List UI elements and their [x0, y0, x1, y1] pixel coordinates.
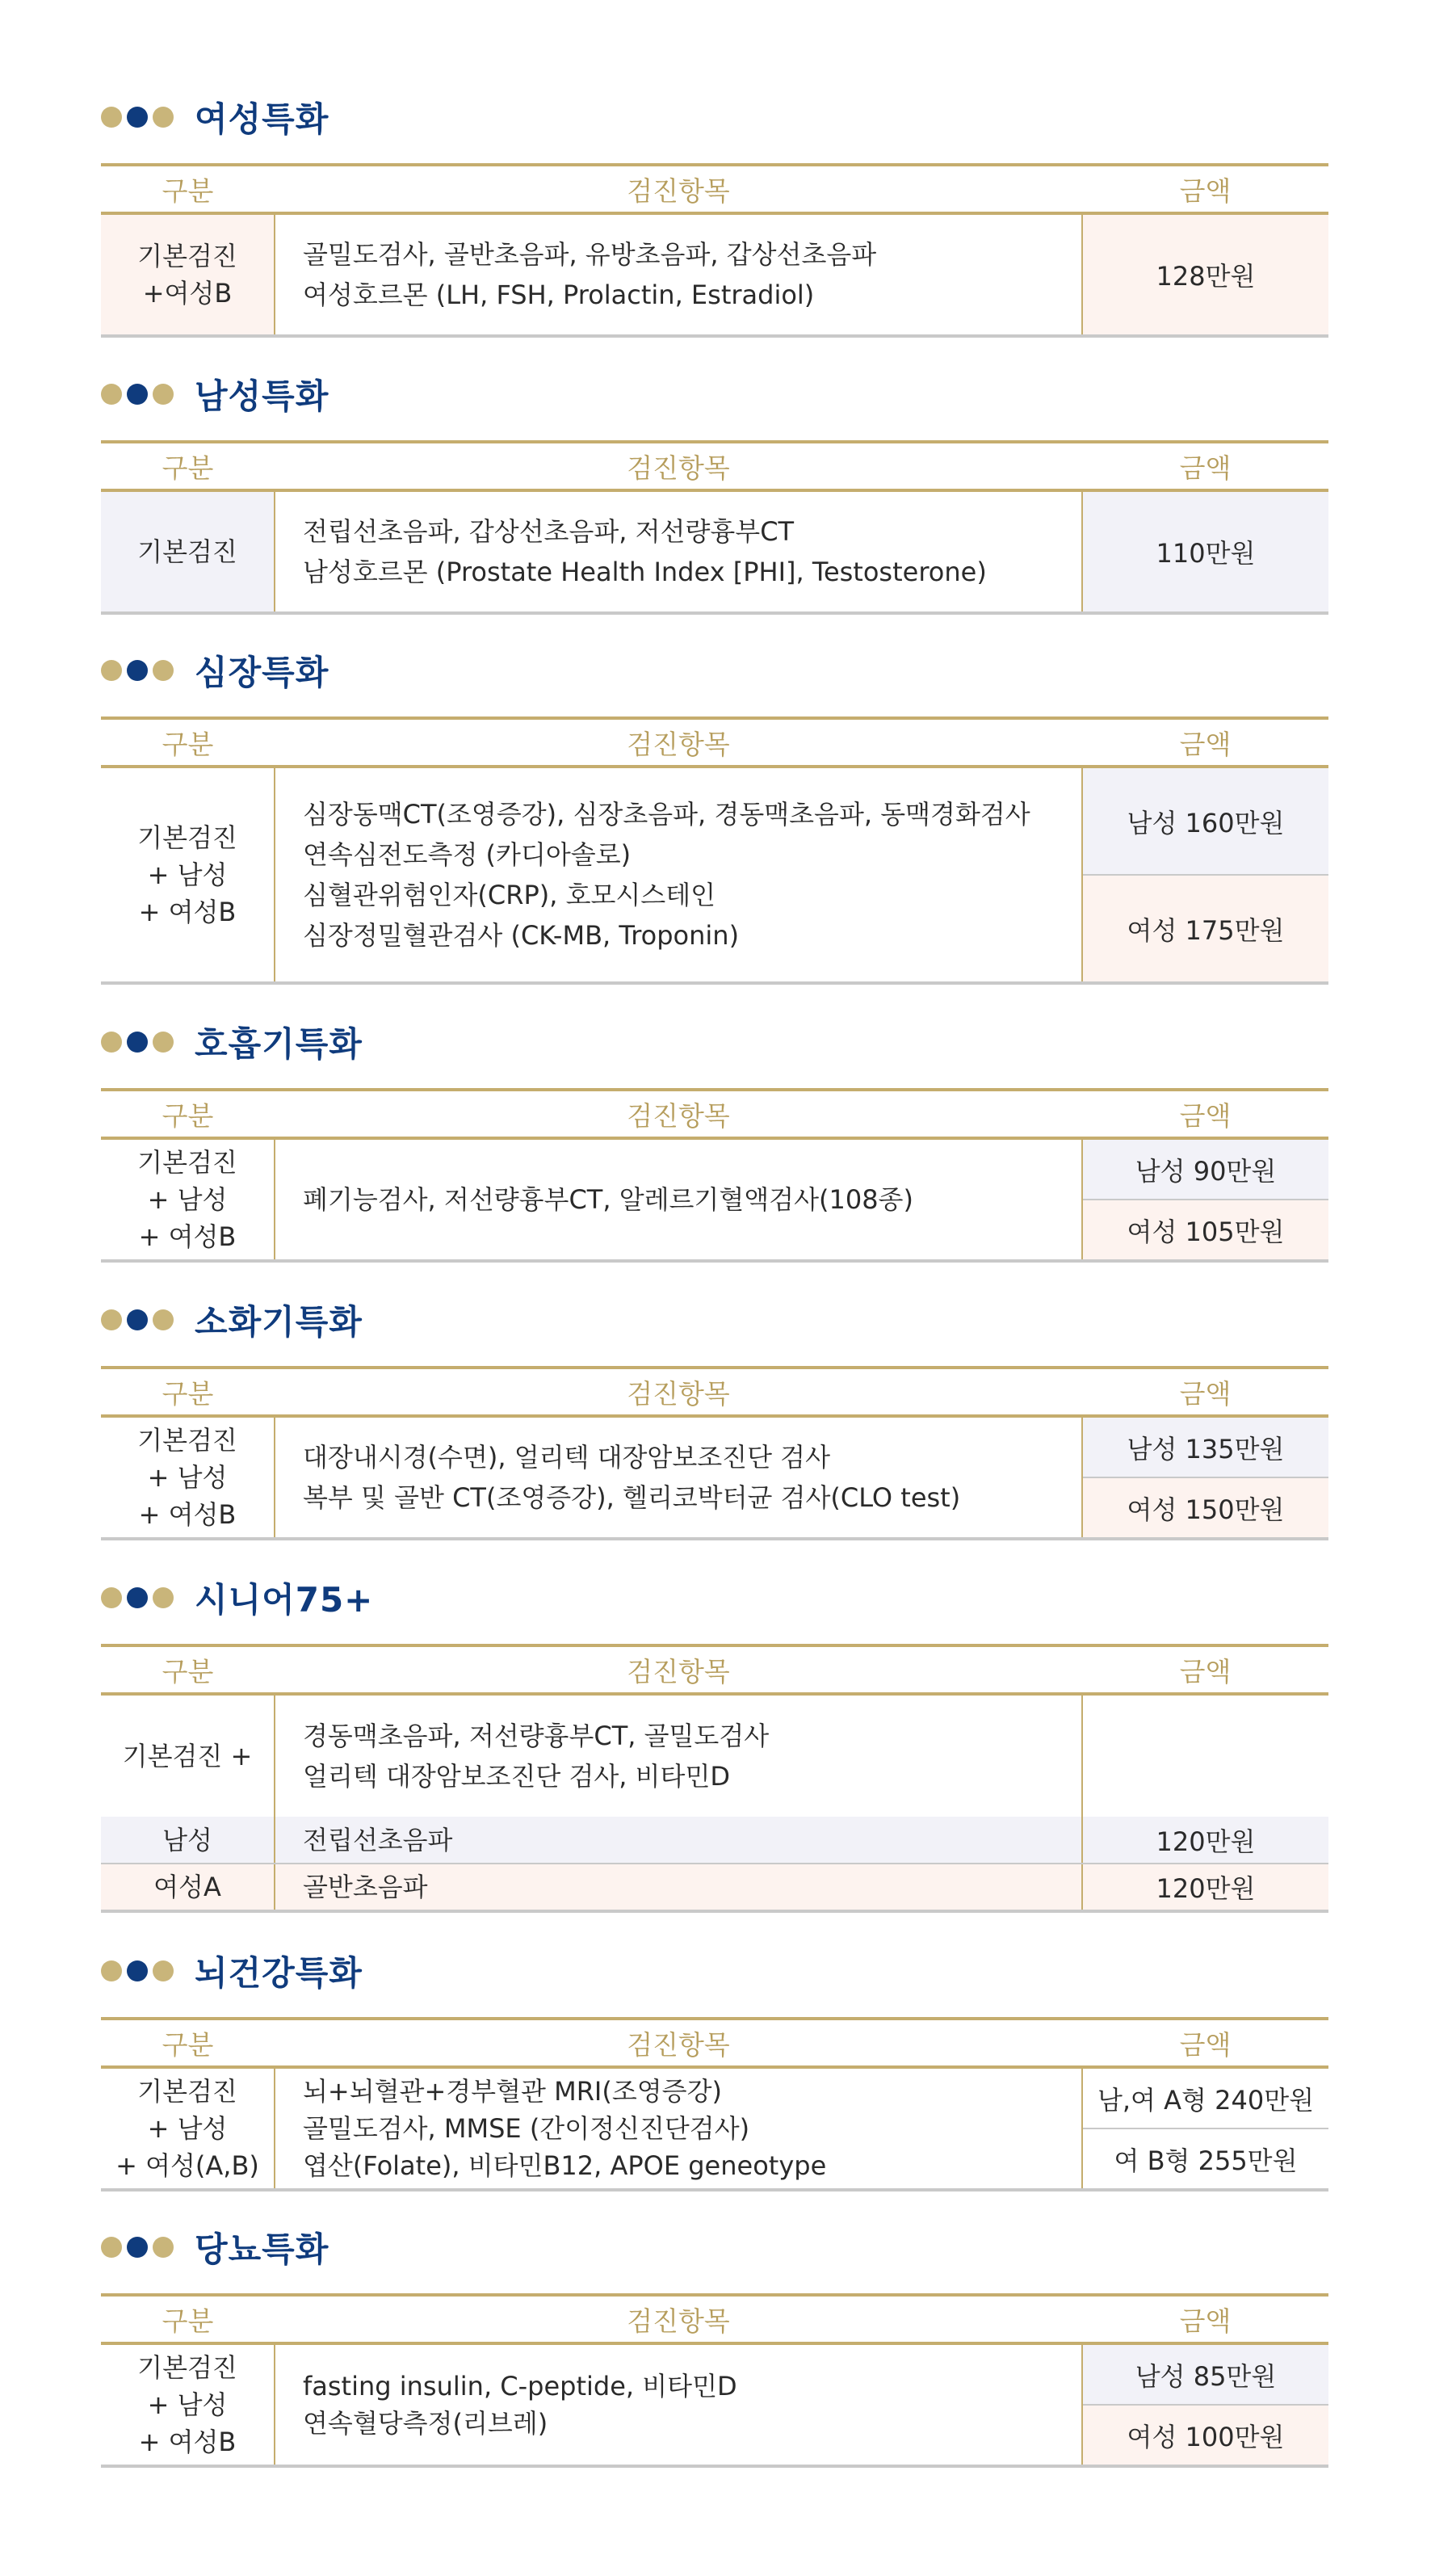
price-cell-male: 남성 90만원	[1082, 1138, 1328, 1200]
price-table	[101, 716, 1328, 985]
bullet-dots-icon	[101, 1032, 178, 1053]
price-cell-male: 남성 85만원	[1082, 2343, 1328, 2405]
price-cell-female: 여성 105만원	[1082, 1200, 1328, 1261]
group-cell: 기본검진 + 남성 + 여성B	[101, 1416, 275, 1539]
price-cell-female: 여성 100만원	[1082, 2405, 1328, 2466]
items-cell: 대장내시경(수면), 얼리텍 대장암보조진단 검사 복부 및 골반 CT(조영증강), 헬리코박터균 검사(CLO test)	[275, 1416, 1082, 1539]
header-category: 구분	[101, 1645, 275, 1694]
header-items: 검진항목	[275, 442, 1082, 490]
bullet-dots-icon	[101, 2237, 178, 2258]
section-title: 여성특화	[101, 85, 329, 149]
header-price: 금액	[1082, 165, 1328, 213]
header-items: 검진항목	[275, 165, 1082, 213]
header-items: 검진항목	[275, 1368, 1082, 1416]
price-table	[101, 2293, 1328, 2468]
items-cell: fasting insulin, C-peptide, 비타민D 연속혈당측정(리브레)	[275, 2343, 1082, 2466]
bullet-dots-icon	[101, 384, 178, 405]
price-cell-empty	[1082, 1694, 1328, 1817]
header-category: 구분	[101, 1368, 275, 1416]
items-cell: 폐기능검사, 저선량흉부CT, 알레르기혈액검사(108종)	[275, 1138, 1082, 1261]
subrow-price-female: 120만원	[1082, 1864, 1328, 1911]
section-title: 소화기특화	[101, 1288, 363, 1352]
price-cell-male: 남성 160만원	[1082, 767, 1328, 875]
price-table	[101, 440, 1328, 615]
group-cell: 기본검진 +	[101, 1694, 275, 1817]
price-table	[101, 1088, 1328, 1263]
items-cell: 심장동맥CT(조영증강), 심장초음파, 경동맥초음파, 동맥경화검사 연속심전도측정 (카디아솔로) 심혈관위험인자(CRP), 호모시스테인 심장정밀혈관검사 (CK-MB, Troponin)	[275, 767, 1082, 983]
header-items: 검진항목	[275, 1090, 1082, 1138]
price-cell-female: 여성 150만원	[1082, 1477, 1328, 1539]
price-table	[101, 2017, 1328, 2191]
price-cell-female: 여성 175만원	[1082, 875, 1328, 983]
price-cell: 110만원	[1082, 490, 1328, 613]
header-items: 검진항목	[275, 2019, 1082, 2067]
bullet-dots-icon	[101, 1309, 178, 1330]
price-cell-type-b: 여 B형 255만원	[1082, 2128, 1328, 2190]
price-cell-type-a: 남,여 A형 240만원	[1082, 2067, 1328, 2128]
bullet-dots-icon	[101, 660, 178, 681]
price-table	[101, 1366, 1328, 1540]
bullet-dots-icon	[101, 1960, 178, 1981]
header-price: 금액	[1082, 1368, 1328, 1416]
header-category: 구분	[101, 2019, 275, 2067]
header-price: 금액	[1082, 1090, 1328, 1138]
subrow-item-female: 골반초음파	[275, 1864, 1082, 1911]
price-table	[101, 1644, 1328, 1913]
section-title: 심장특화	[101, 638, 329, 703]
items-cell: 골밀도검사, 골반초음파, 유방초음파, 갑상선초음파 여성호르몬 (LH, FSH, Prolactin, Estradiol)	[275, 213, 1082, 336]
group-cell: 기본검진 + 남성 + 여성B	[101, 2343, 275, 2466]
subrow-group-female: 여성A	[101, 1864, 275, 1911]
bullet-dots-icon	[101, 107, 178, 128]
group-cell: 기본검진 + 남성 + 여성B	[101, 767, 275, 983]
subrow-price-male: 120만원	[1082, 1817, 1328, 1864]
header-category: 구분	[101, 165, 275, 213]
header-category: 구분	[101, 718, 275, 767]
bullet-dots-icon	[101, 1587, 178, 1608]
header-price: 금액	[1082, 2295, 1328, 2343]
group-cell: 기본검진	[101, 490, 275, 613]
price-cell-male: 남성 135만원	[1082, 1416, 1328, 1477]
header-category: 구분	[101, 1090, 275, 1138]
section-title: 호흡기특화	[101, 1010, 363, 1074]
price-cell: 128만원	[1082, 213, 1328, 336]
header-items: 검진항목	[275, 718, 1082, 767]
section-title: 당뇨특화	[101, 2215, 329, 2280]
subrow-group-male: 남성	[101, 1817, 275, 1864]
section-title: 뇌건강특화	[101, 1939, 363, 2003]
header-items: 검진항목	[275, 2295, 1082, 2343]
header-price: 금액	[1082, 442, 1328, 490]
group-cell: 기본검진 +여성B	[101, 213, 275, 336]
items-cell: 경동맥초음파, 저선량흉부CT, 골밀도검사 얼리텍 대장암보조진단 검사, 비타민D	[275, 1694, 1082, 1817]
header-items: 검진항목	[275, 1645, 1082, 1694]
header-price: 금액	[1082, 1645, 1328, 1694]
section-title: 시니어75+	[101, 1565, 373, 1630]
section-title: 남성특화	[101, 362, 329, 427]
header-category: 구분	[101, 442, 275, 490]
header-price: 금액	[1082, 2019, 1328, 2067]
price-table	[101, 163, 1328, 338]
subrow-item-male: 전립선초음파	[275, 1817, 1082, 1864]
items-cell: 뇌+뇌혈관+경부혈관 MRI(조영증강) 골밀도검사, MMSE (간이정신진단검사) 엽산(Folate), 비타민B12, APOE geneotype	[275, 2067, 1082, 2190]
header-category: 구분	[101, 2295, 275, 2343]
group-cell: 기본검진 + 남성 + 여성(A,B)	[101, 2067, 275, 2190]
items-cell: 전립선초음파, 갑상선초음파, 저선량흉부CT 남성호르몬 (Prostate Health Index [PHI], Testosterone)	[275, 490, 1082, 613]
header-price: 금액	[1082, 718, 1328, 767]
group-cell: 기본검진 + 남성 + 여성B	[101, 1138, 275, 1261]
